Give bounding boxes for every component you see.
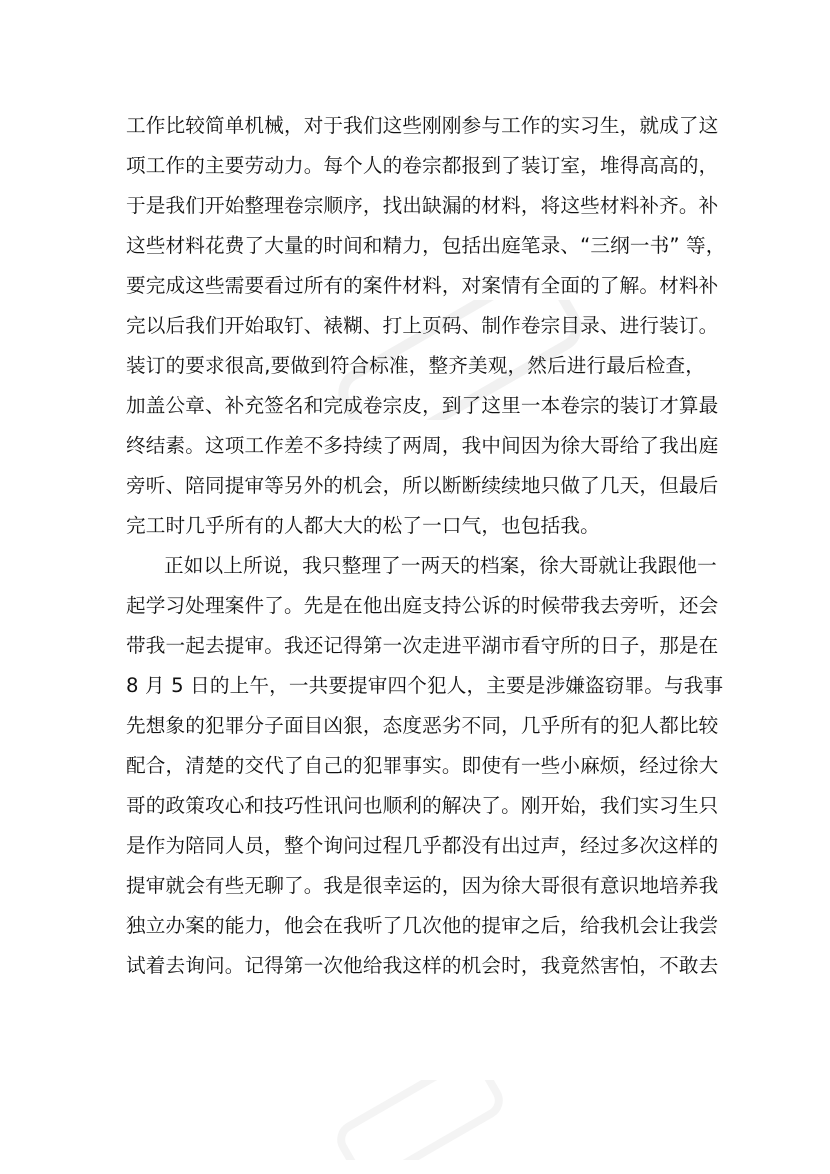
- text-line: 起学习处理案件了。先是在他出庭支持公诉的时候带我去旁听，还会: [126, 594, 719, 617]
- text-line: 完工时几乎所有的人都大大的松了一口气，也包括我。: [126, 514, 600, 537]
- watermark-logo-icon-bottom: [330, 1080, 510, 1160]
- text-line: 先想象的犯罪分子面目凶狠，态度恶劣不同，几乎所有的犯人都比较: [126, 714, 719, 737]
- text-line: 配合，清楚的交代了自己的犯罪事实。即使有一些小麻烦，经过徐大: [126, 754, 719, 777]
- text-line: 终结素。这项工作差不多持续了两周，我中间因为徐大哥给了我出庭: [126, 434, 719, 457]
- text-line: 哥的政策攻心和技巧性讯问也顺利的解决了。刚开始，我们实习生只: [126, 794, 719, 817]
- text-line: 带我一起去提审。我还记得第一次走进平湖市看守所的日子，那是在: [126, 634, 719, 657]
- text-line: 项工作的主要劳动力。每个人的卷宗都报到了装订室，堆得高高的，: [126, 154, 719, 177]
- text-line: 工作比较简单机械，对于我们这些刚刚参与工作的实习生，就成了这: [126, 114, 719, 137]
- text-line: 装订的要求很高,要做到符合标准，整齐美观，然后进行最后检查，: [126, 354, 705, 377]
- text-line: 完以后我们开始取钉、裱糊、打上页码、制作卷宗目录、进行装订。: [126, 314, 719, 337]
- text-line: 试着去询问。记得第一次他给我这样的机会时，我竟然害怕，不敢去: [126, 954, 719, 977]
- text-line: 独立办案的能力，他会在我听了几次他的提审之后，给我机会让我尝: [126, 914, 719, 937]
- text-line: 这些材料花费了大量的时间和精力，包括出庭笔录、“三纲一书” 等，: [126, 234, 726, 257]
- text-line: 是作为陪同人员，整个询问过程几乎都没有出过声，经过多次这样的: [126, 834, 719, 857]
- text-line: 于是我们开始整理卷宗顺序，找出缺漏的材料，将这些材料补齐。补: [126, 194, 719, 217]
- text-line: 提审就会有些无聊了。我是很幸运的，因为徐大哥很有意识地培养我: [126, 874, 719, 897]
- text-line: 加盖公章、补充签名和完成卷宗皮，到了这里一本卷宗的装订才算最: [126, 394, 719, 417]
- text-line: 旁听、陪同提审等另外的机会，所以断断续续地只做了几天，但最后: [126, 474, 719, 497]
- text-line: 要完成这些需要看过所有的案件材料，对案情有全面的了解。材料补: [126, 274, 719, 297]
- text-line: 8 月 5 日的上午，一共要提审四个犯人，主要是涉嫌盗窃罪。与我事: [126, 674, 724, 697]
- paragraph-first-line: 正如以上所说，我只整理了一两天的档案，徐大哥就让我跟他一: [164, 554, 717, 577]
